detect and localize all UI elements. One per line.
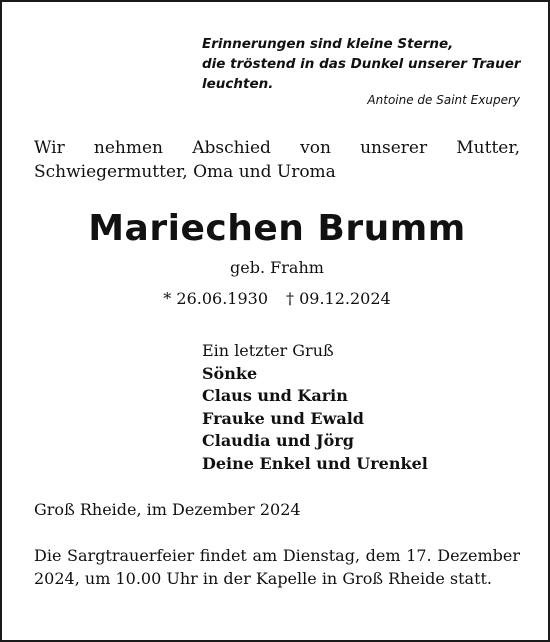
- deceased-name: Mariechen Brumm: [88, 208, 466, 249]
- mourner-name: Sönke: [202, 363, 258, 383]
- birth-name: geb. Frahm: [230, 258, 324, 277]
- quote-line: leuchten.: [202, 76, 274, 92]
- quote-line: Erinnerungen sind kleine Sterne,: [202, 36, 454, 52]
- mourner-name: Frauke und Ewald: [202, 408, 364, 428]
- farewell-intro: Wir nehmen Abschied von unserer Mutter, Schwiegermutter, Oma und Uroma: [34, 138, 520, 182]
- quote-line: die tröstend in das Dunkel unserer Trauer: [202, 56, 521, 72]
- place-and-date: Groß Rheide, im Dezember 2024: [34, 500, 301, 519]
- quote-author: Antoine de Saint Exupery: [367, 93, 520, 107]
- life-dates: [2, 288, 550, 310]
- greeting-lead: Ein letzter Gruß: [202, 341, 334, 360]
- birth-date: * 26.06.1930: [163, 289, 268, 308]
- death-date: † 09.12.2024: [286, 289, 391, 308]
- mourner-name: Claus und Karin: [202, 386, 348, 405]
- mourner-name: Claudia und Jörg: [202, 431, 354, 450]
- memorial-quote: [202, 34, 522, 94]
- mourners-list: [202, 340, 532, 475]
- mourner-name: Deine Enkel und Urenkel: [202, 453, 428, 473]
- funeral-ceremony-info: Die Sargtrauerfeier findet am Dienstag, dem 17. Dezember 2024, um 10.00 Uhr in der Kapelle in Groß Rheide statt.: [34, 546, 520, 588]
